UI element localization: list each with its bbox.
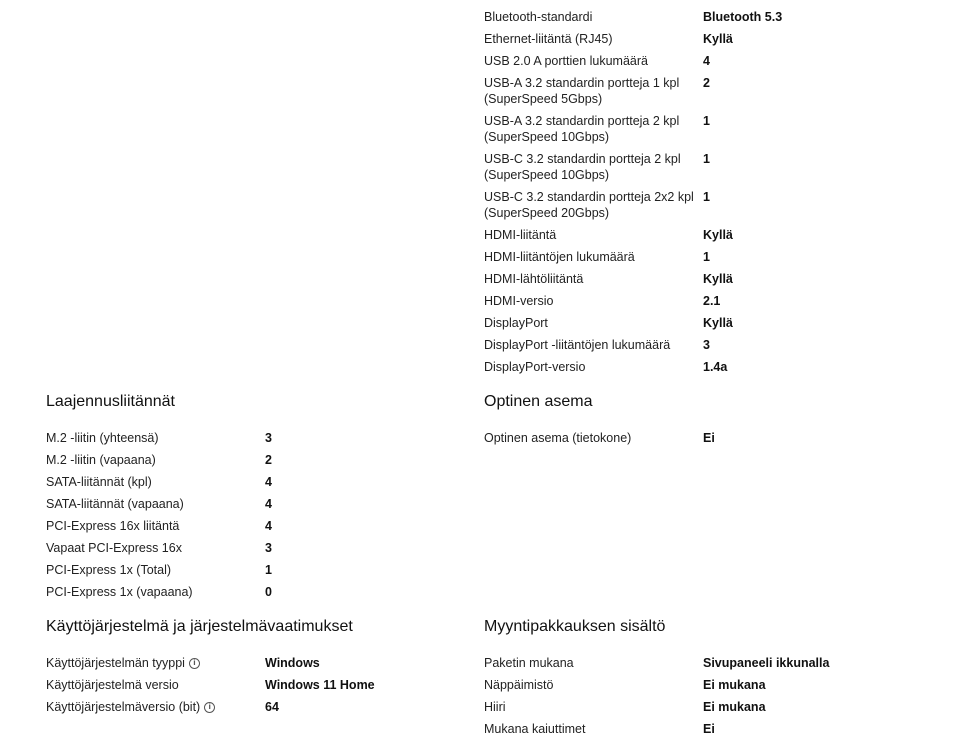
spec-row — [484, 72, 924, 110]
spec-row — [484, 652, 924, 674]
spec-label — [46, 696, 265, 718]
spec-value: 0 — [265, 585, 272, 599]
spec-label — [46, 427, 265, 449]
spec-row — [484, 427, 924, 449]
spec-value: Kyllä — [703, 32, 733, 46]
spec-row — [484, 246, 924, 268]
spec-row — [46, 493, 446, 515]
spec-value: 3 — [265, 541, 272, 555]
spec-label-text: M.2 -liitin (yhteensä) — [46, 431, 159, 445]
spec-value: Kyllä — [703, 316, 733, 330]
spec-label-text: DisplayPort-versio — [484, 360, 586, 374]
spec-row — [484, 6, 924, 28]
spec-value: 2 — [703, 76, 710, 90]
spec-value: 4 — [265, 475, 272, 489]
spec-value: Windows — [265, 656, 320, 670]
spec-row — [46, 581, 446, 603]
spec-value: Ei — [703, 722, 715, 736]
spec-label-text: Mukana kaiuttimet — [484, 722, 586, 736]
spec-value: 1 — [703, 250, 710, 264]
spec-row — [484, 356, 924, 378]
spec-row — [484, 50, 924, 72]
spec-value: 1 — [703, 152, 710, 166]
spec-row — [46, 696, 446, 718]
spec-value: Ei mukana — [703, 700, 766, 714]
spec-row — [46, 674, 446, 696]
spec-label-text: Ethernet-liitäntä (RJ45) — [484, 32, 613, 46]
spec-label — [484, 72, 703, 110]
spec-label-text: DisplayPort — [484, 316, 548, 330]
spec-label-text: Näppäimistö — [484, 678, 554, 692]
spec-value: 64 — [265, 700, 279, 714]
spec-value: 1 — [703, 114, 710, 128]
expansion-heading: Laajennusliitännät — [46, 393, 175, 410]
spec-value: Windows 11 Home — [265, 678, 375, 692]
spec-row — [46, 559, 446, 581]
spec-label-text: HDMI-liitäntöjen lukumäärä — [484, 250, 635, 264]
spec-label — [484, 186, 703, 224]
spec-label-text: HDMI-versio — [484, 294, 554, 308]
spec-row — [484, 28, 924, 50]
spec-label-text: M.2 -liitin (vapaana) — [46, 453, 156, 467]
spec-row — [46, 652, 446, 674]
spec-label — [46, 581, 265, 603]
spec-value: 3 — [265, 431, 272, 445]
spec-value: Sivupaneeli ikkunalla — [703, 656, 830, 670]
expansion-list — [46, 427, 446, 603]
spec-label — [484, 334, 703, 356]
package-section — [484, 617, 924, 740]
spec-label-text: SATA-liitännät (kpl) — [46, 475, 152, 489]
os-heading: Käyttöjärjestelmä ja järjestelmävaatimukset — [46, 618, 353, 635]
spec-label-text: USB-C 3.2 standardin portteja 2 kpl (SuperSpeed 10Gbps) — [484, 152, 681, 182]
spec-label — [46, 537, 265, 559]
spec-row — [484, 224, 924, 246]
connections-list — [484, 6, 924, 378]
spec-label — [484, 696, 703, 718]
spec-value: Ei mukana — [703, 678, 766, 692]
spec-value: 1 — [265, 563, 272, 577]
spec-label — [484, 224, 703, 246]
spec-row — [46, 515, 446, 537]
spec-row — [484, 290, 924, 312]
spec-value: Kyllä — [703, 228, 733, 242]
spec-label-text: Bluetooth-standardi — [484, 10, 593, 24]
connections-section — [484, 6, 924, 378]
expansion-section — [46, 392, 446, 603]
spec-label — [484, 268, 703, 290]
spec-value: 4 — [265, 519, 272, 533]
spec-value: 4 — [265, 497, 272, 511]
spec-label — [484, 427, 703, 449]
spec-label — [484, 246, 703, 268]
spec-label — [46, 493, 265, 515]
os-list — [46, 652, 446, 718]
spec-label — [46, 515, 265, 537]
spec-label — [484, 110, 703, 148]
spec-label-text: PCI-Express 1x (vapaana) — [46, 585, 193, 599]
spec-row — [484, 268, 924, 290]
spec-label — [484, 6, 703, 28]
spec-label-text: Käyttöjärjestelmä versio — [46, 678, 179, 692]
spec-label-text: HDMI-liitäntä — [484, 228, 557, 242]
spec-label — [484, 718, 703, 740]
spec-row — [484, 186, 924, 224]
spec-label-text: USB-C 3.2 standardin portteja 2x2 kpl (SuperSpeed 20Gbps) — [484, 190, 694, 220]
spec-row — [46, 427, 446, 449]
spec-value: 1 — [703, 190, 710, 204]
spec-row — [484, 718, 924, 740]
spec-row — [484, 674, 924, 696]
spec-label-text: USB-A 3.2 standardin portteja 2 kpl (SuperSpeed 10Gbps) — [484, 114, 680, 144]
spec-label — [46, 559, 265, 581]
spec-label — [484, 356, 703, 378]
spec-row — [484, 312, 924, 334]
info-icon[interactable]: i — [189, 658, 200, 669]
spec-label-text: Vapaat PCI-Express 16x — [46, 541, 182, 555]
optical-section — [484, 392, 924, 449]
optical-list — [484, 427, 924, 449]
spec-label-text: Käyttöjärjestelmän tyyppi — [46, 656, 185, 670]
spec-label — [484, 50, 703, 72]
spec-label-text: USB 2.0 A porttien lukumäärä — [484, 54, 648, 68]
spec-label — [484, 312, 703, 334]
spec-row — [484, 334, 924, 356]
spec-label — [46, 449, 265, 471]
spec-value: 2 — [265, 453, 272, 467]
optical-heading: Optinen asema — [484, 393, 593, 410]
spec-label-text: DisplayPort -liitäntöjen lukumäärä — [484, 338, 671, 352]
spec-value: 4 — [703, 54, 710, 68]
info-icon[interactable]: i — [204, 702, 215, 713]
spec-label-text: Käyttöjärjestelmäversio (bit) — [46, 700, 201, 714]
spec-label-text: Optinen asema (tietokone) — [484, 431, 632, 445]
spec-value: 1.4a — [703, 360, 728, 374]
spec-label-text: PCI-Express 16x liitäntä — [46, 519, 180, 533]
os-section — [46, 617, 446, 718]
package-heading: Myyntipakkauksen sisältö — [484, 618, 666, 635]
spec-value: Kyllä — [703, 272, 733, 286]
spec-label — [484, 652, 703, 674]
spec-label — [484, 28, 703, 50]
package-list — [484, 652, 924, 740]
spec-label — [46, 652, 265, 674]
spec-value: 3 — [703, 338, 710, 352]
spec-value: 2.1 — [703, 294, 721, 308]
spec-label — [484, 290, 703, 312]
spec-label — [46, 674, 265, 696]
spec-label — [484, 674, 703, 696]
spec-value: Bluetooth 5.3 — [703, 10, 783, 24]
spec-label-text: Hiiri — [484, 700, 506, 714]
spec-row — [484, 110, 924, 148]
spec-label-text: USB-A 3.2 standardin portteja 1 kpl (SuperSpeed 5Gbps) — [484, 76, 680, 106]
spec-label — [46, 471, 265, 493]
spec-label-text: PCI-Express 1x (Total) — [46, 563, 172, 577]
spec-label-text: SATA-liitännät (vapaana) — [46, 497, 184, 511]
spec-label — [484, 148, 703, 186]
spec-value: Ei — [703, 431, 715, 445]
spec-row — [46, 537, 446, 559]
spec-row — [46, 449, 446, 471]
spec-row — [484, 148, 924, 186]
spec-row — [484, 696, 924, 718]
spec-label-text: Paketin mukana — [484, 656, 574, 670]
spec-label-text: HDMI-lähtöliitäntä — [484, 272, 584, 286]
spec-row — [46, 471, 446, 493]
